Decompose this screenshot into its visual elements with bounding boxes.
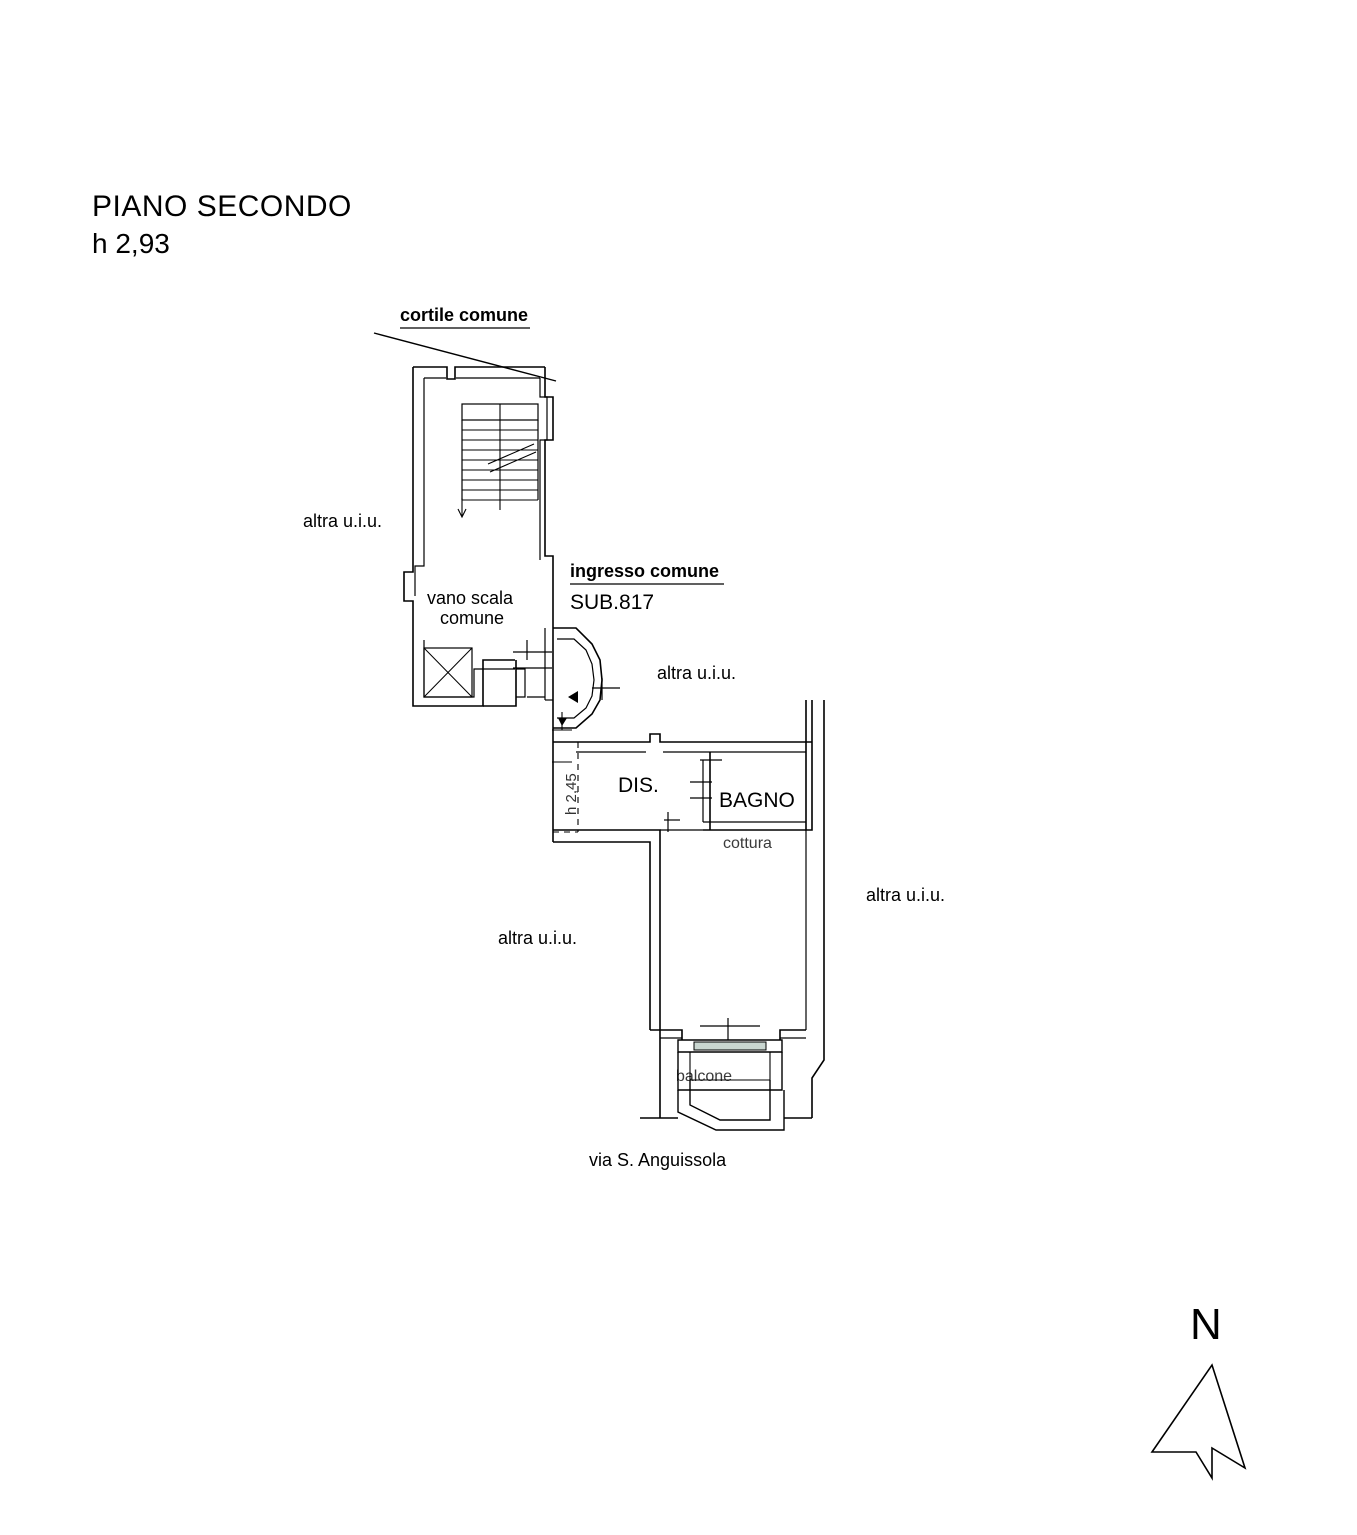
label-h-245: h 2,45	[563, 773, 580, 815]
label-balcone: balcone	[676, 1068, 733, 1085]
label-ingresso-comune: ingresso comune	[570, 561, 720, 581]
page-title: PIANO SECONDO	[92, 190, 352, 223]
label-altra-uiu-mid: altra u.i.u.	[657, 663, 737, 683]
label-cottura: cottura	[723, 835, 772, 852]
label-room-dis: DIS.	[618, 774, 659, 797]
label-altra-uiu-bottom-left: altra u.i.u.	[498, 928, 578, 948]
label-altra-uiu-left: altra u.i.u.	[303, 511, 383, 531]
label-vano-scala-line2: comune	[440, 608, 505, 628]
label-sub-817: SUB.817	[570, 591, 655, 614]
ceiling-height-note: h 2,93	[92, 228, 170, 259]
label-vano-scala-line1: vano scala	[427, 588, 514, 608]
label-via-s-anguissola: via S. Anguissola	[589, 1150, 727, 1170]
label-altra-uiu-right: altra u.i.u.	[866, 885, 946, 905]
label-cortile-comune: cortile comune	[400, 305, 529, 325]
north-arrow	[1152, 1365, 1245, 1478]
north-label: N	[1190, 1300, 1222, 1349]
label-room-bagno: BAGNO	[719, 789, 795, 812]
